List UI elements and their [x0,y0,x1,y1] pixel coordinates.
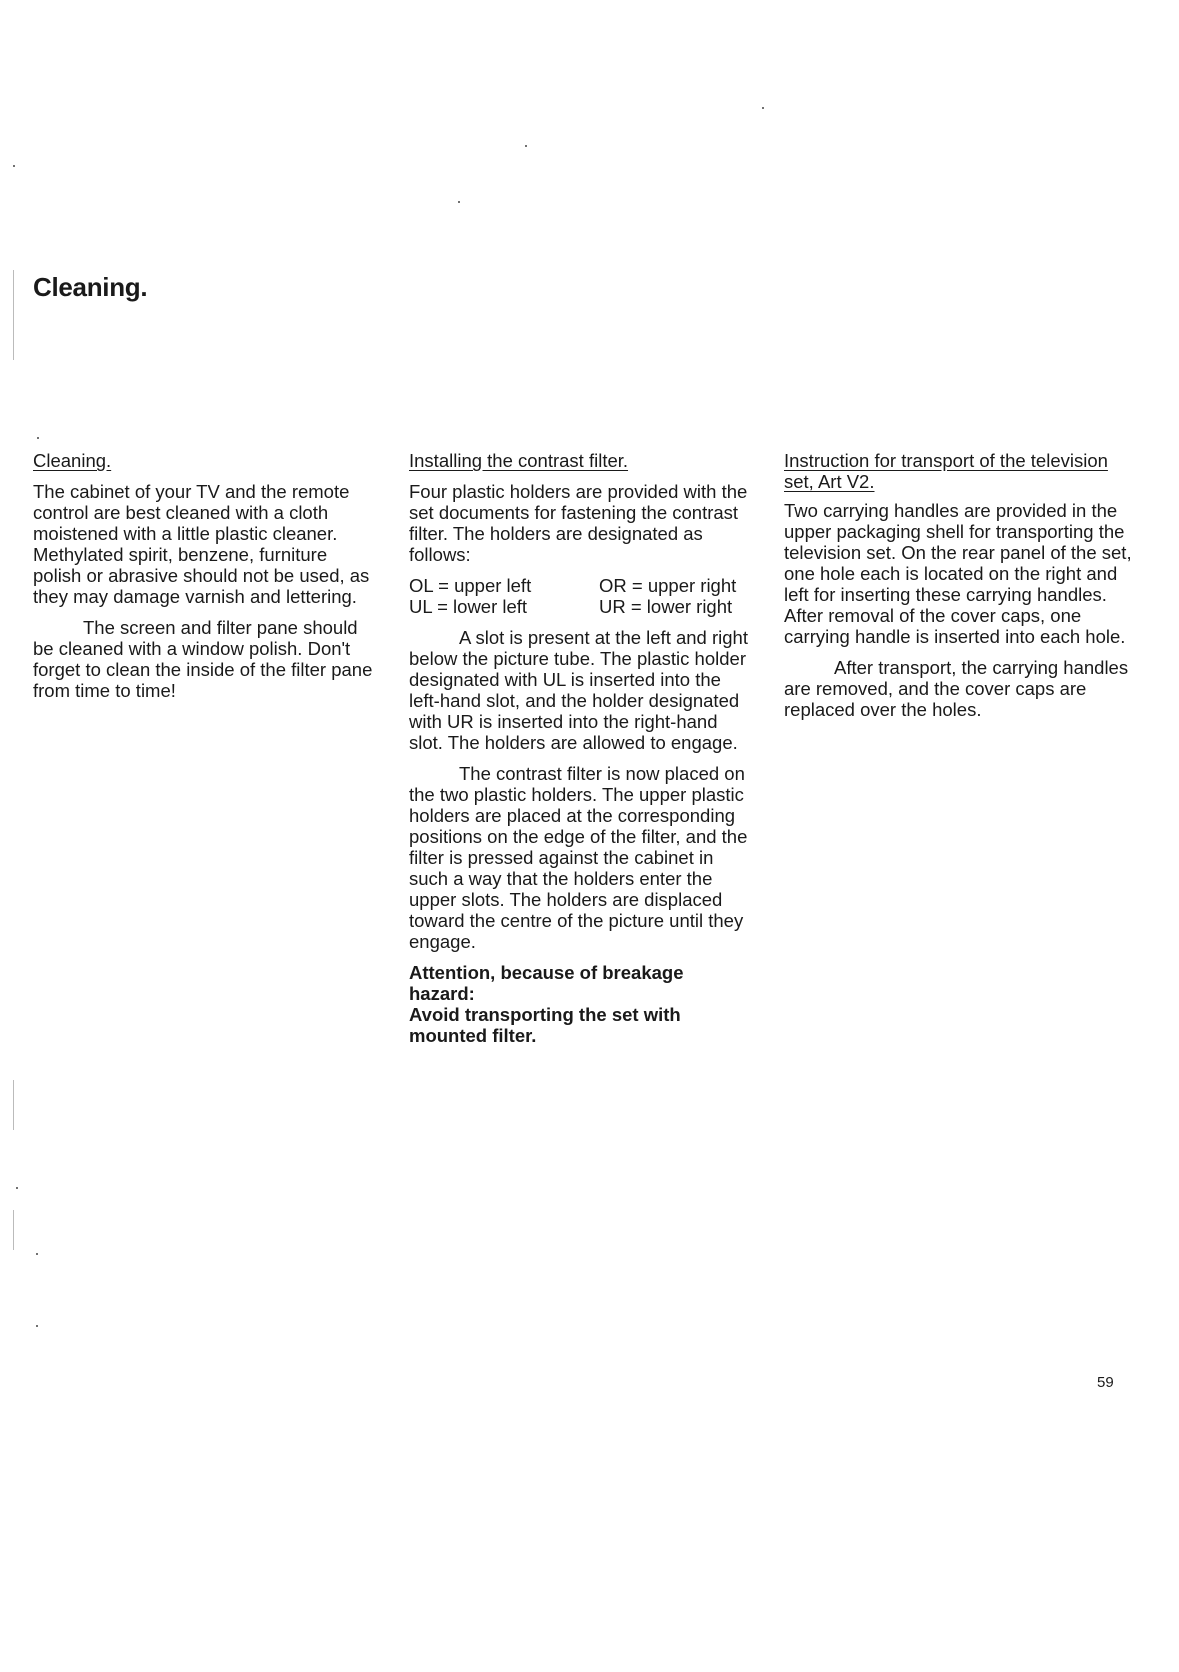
holder-row-upper [409,575,736,596]
breakage-warning-line-1: Attention, because of breakage hazard: [409,962,684,1004]
contrast-filter-intro: Four plastic holders are provided with the set documents for fastening the contrast filter. The holders are designated as follows: [409,481,748,565]
scan-edge-line [13,1080,14,1130]
scan-speck [36,1253,38,1255]
scan-speck [13,165,15,167]
scan-speck [762,107,764,109]
cleaning-paragraph-1: The cabinet of your TV and the remote control are best cleaned with a cloth moistened with a little plastic cleaner. Methylated spirit, benzene, furniture polish or abrasive should not be used, as they may damage varnish and lettering. [33,481,370,607]
cleaning-heading: Cleaning. [33,450,112,471]
contrast-filter-paragraph-1: A slot is present at the left and right below the picture tube. The plastic holder designated with UL is inserted into the left-hand slot, and the holder designated with UR is inserted into the right-hand slot. The holders are allowed to engage. [409,627,748,753]
scan-speck [525,145,527,147]
column-contrast-filter [409,450,754,1046]
holder-or: OR = upper right [599,575,737,596]
column-cleaning [33,450,378,711]
scan-speck [458,201,460,203]
column-transport [784,450,1136,730]
transport-paragraph-2: After transport, the carrying handles are removed, and the cover caps are replaced over the holes. [784,657,1129,720]
scan-edge-line [13,1210,14,1250]
breakage-warning-line-2: Avoid transporting the set with mounted filter. [409,1004,681,1046]
holder-ol: OL = upper left [409,575,532,596]
holder-designation-table [409,575,736,617]
scan-speck [36,1325,38,1327]
cleaning-paragraph-2: The screen and filter pane should be cleaned with a window polish. Don't forget to clean the inside of the filter pane from time to time! [33,617,373,701]
holder-ul: UL = lower left [409,596,528,617]
contrast-filter-paragraph-2: The contrast filter is now placed on the two plastic holders. The upper plastic holders are placed at the corresponding positions on the edge of the filter, and the filter is pressed against the cabinet in such a way that the holders enter the upper slots. The holders are displaced toward the centre of the picture until they engage. [409,763,748,952]
transport-heading: Instruction for transport of the television set, Art V2. [784,450,1108,492]
scan-edge-line [13,270,14,360]
transport-paragraph-1: Two carrying handles are provided in the upper packaging shell for transporting the television set. On the rear panel of the set, one hole each is located on the right and left for inserting these carrying handles. After removal of the cover caps, one carrying handle is inserted into each hole. [784,500,1132,647]
scan-speck [16,1187,18,1189]
page-title: Cleaning. [33,272,148,302]
contrast-filter-heading: Installing the contrast filter. [409,450,629,471]
scan-speck [37,437,39,439]
holder-row-lower [409,596,736,617]
holder-ur: UR = lower right [599,596,733,617]
page-number: 59 [1097,1374,1114,1391]
